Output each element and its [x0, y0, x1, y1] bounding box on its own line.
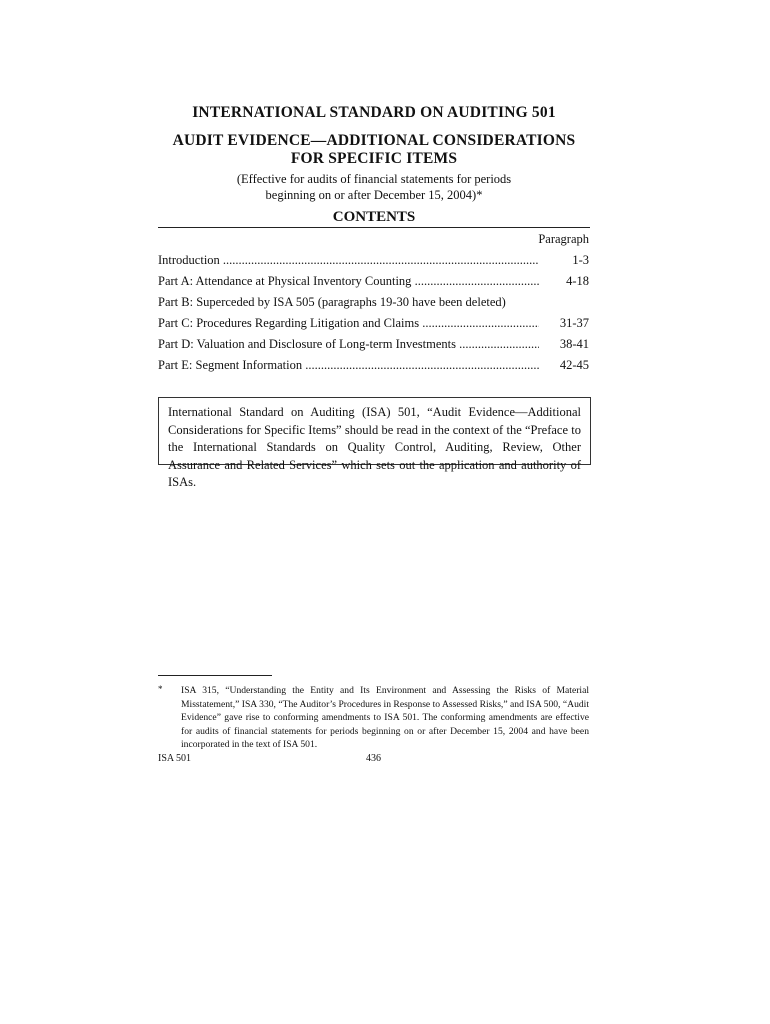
context-notice-box: International Standard on Auditing (ISA) 501, “Audit Evidence—Additional Considerations for Specific Items” should be read in the context of the “Preface to the International Standards on Quality Control, Auditing, Review, Other Assurance and Related Services” which sets out the application and authority of ISAs.: [158, 397, 591, 465]
toc-row-label: Introduction .....: [158, 253, 539, 268]
toc-row-label: Part A: Attendance at Physical Inventory Counting .....: [158, 274, 539, 289]
page-number: 436: [366, 753, 381, 764]
toc-row-part-a: [158, 274, 589, 292]
document-title-line-2: AUDIT EVIDENCE—ADDITIONAL CONSIDERATIONS: [172, 132, 576, 149]
footnote-text: ISA 315, “Understanding the Entity and Its Environment and Assessing the Risks of Material Misstatement,” ISA 330, “The Auditor’s Procedures in Response to Assessed Risks,” and ISA 500, “Audit Evidence” gave rise to conforming amendments to ISA 501. The conforming amendments are effective for audits of financial statements for periods beginning on or after December 15, 2004 and have been incorporated in the text of ISA 501.: [181, 685, 589, 750]
toc-row-introduction: [158, 253, 589, 271]
toc-row-label: Part E: Segment Information .....: [158, 358, 539, 373]
toc-row-part-e: [158, 358, 589, 376]
document-title-line-1: INTERNATIONAL STANDARD ON AUDITING 501: [192, 104, 556, 121]
effective-date-line-1: (Effective for audits of financial statements for periods: [236, 172, 512, 186]
toc-row-label: Part C: Procedures Regarding Litigation and Claims .....: [158, 316, 539, 331]
footnote-divider: [158, 675, 272, 676]
toc-row-part-d: [158, 337, 589, 355]
toc-row-paragraphs: 1-3: [572, 253, 589, 267]
paragraph-column-label: Paragraph: [538, 232, 589, 246]
toc-row-part-b: [158, 295, 589, 313]
effective-date-line-2: beginning on or after December 15, 2004)*: [265, 188, 483, 202]
toc-row-part-c: [158, 316, 589, 334]
contents-heading: CONTENTS: [332, 209, 416, 225]
footnote-marker: *: [158, 684, 163, 694]
toc-row-label: Part B: Superceded by ISA 505 (paragraphs 19-30 have been deleted): [158, 295, 506, 309]
toc-row-label: Part D: Valuation and Disclosure of Long-term Investments .....: [158, 337, 539, 352]
contents-divider: [158, 227, 590, 228]
footer-document-id: ISA 501: [158, 753, 192, 764]
document-title-line-3: FOR SPECIFIC ITEMS: [290, 150, 458, 167]
toc-row-paragraphs: 31-37: [559, 316, 589, 330]
toc-row-paragraphs: 4-18: [566, 274, 589, 288]
toc-row-paragraphs: 42-45: [559, 358, 589, 372]
toc-row-paragraphs: 38-41: [559, 337, 589, 351]
